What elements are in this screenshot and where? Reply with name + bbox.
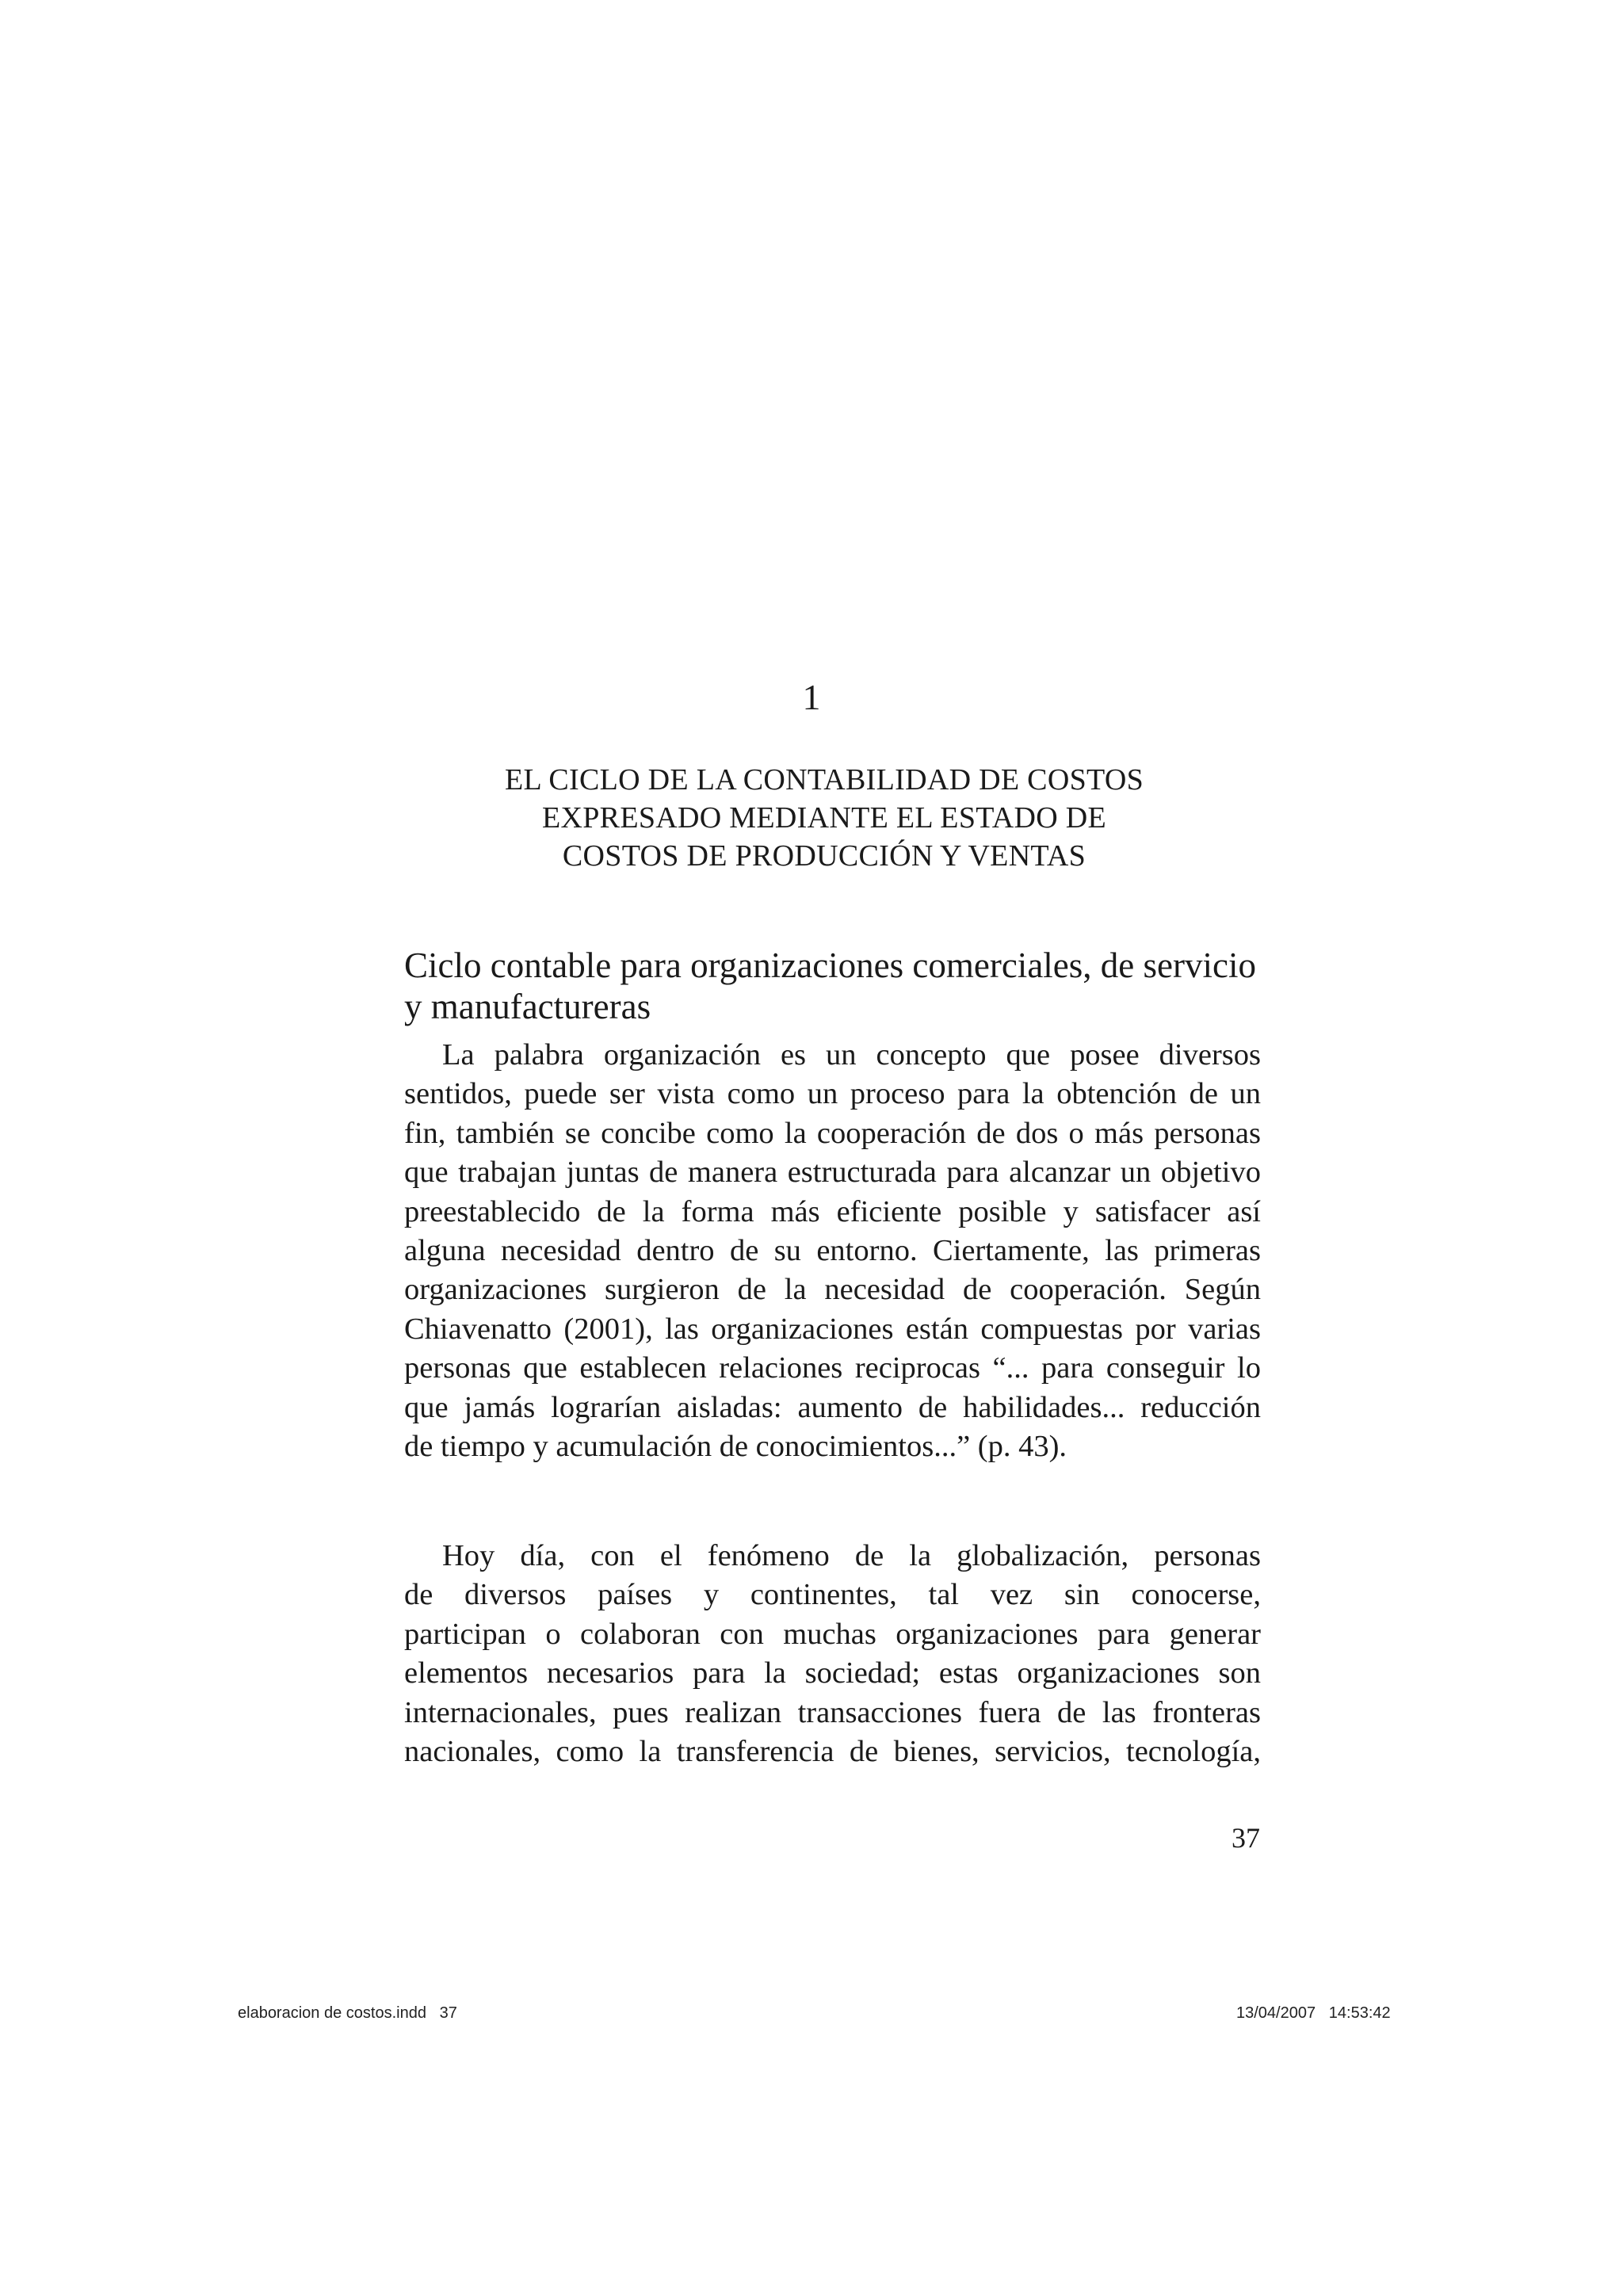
chapter-title-line: EL CICLO DE LA CONTABILIDAD DE COSTOS	[504, 763, 1144, 797]
paragraph-line: preestablecido de la forma más eficiente posible y satisfacer así	[404, 1194, 1261, 1228]
paragraph-1	[404, 1036, 1261, 1466]
section-heading-line: Ciclo contable para organizaciones comerciales, de servicio	[404, 946, 1256, 985]
paragraph-line: organizaciones surgieron de la necesidad de cooperación. Según	[404, 1273, 1261, 1307]
section-heading	[404, 945, 1260, 1027]
paragraph-line: participan o colaboran con muchas organizaciones para generar	[404, 1617, 1261, 1651]
paragraph-line: elementos necesarios para la sociedad; estas organizaciones son	[404, 1656, 1261, 1690]
footer-file-info: elaboracion de costos.indd 37	[238, 2004, 457, 2022]
chapter-title-line: COSTOS DE PRODUCCIÓN Y VENTAS	[562, 839, 1086, 873]
footer-timestamp: 13/04/2007 14:53:42	[1236, 2004, 1391, 2022]
chapter-title-line: EXPRESADO MEDIANTE EL ESTADO DE	[541, 801, 1107, 835]
paragraph-line: que trabajan juntas de manera estructurada para alcanzar un objetivo	[404, 1156, 1261, 1190]
paragraph-2	[404, 1537, 1261, 1771]
paragraph-line: La palabra organización es un concepto que posee diversos	[442, 1038, 1261, 1072]
chapter-number: 1	[802, 677, 821, 717]
page-number: 37	[1232, 1822, 1260, 1854]
paragraph-line: nacionales, como la transferencia de bienes, servicios, tecnología,	[404, 1735, 1261, 1769]
section-heading-line: y manufactureras	[404, 987, 651, 1026]
chapter-title	[444, 761, 1205, 875]
paragraph-line: alguna necesidad dentro de su entorno. Ciertamente, las primeras	[404, 1234, 1261, 1268]
paragraph-line: Chiavenatto (2001), las organizaciones están compuestas por varias	[404, 1312, 1261, 1346]
paragraph-line: sentidos, puede ser vista como un proceso para la obtención de un	[404, 1077, 1261, 1111]
paragraph-line: fin, también se concibe como la cooperación de dos o más personas	[404, 1116, 1261, 1150]
paragraph-line: personas que establecen relaciones reciprocas “... para conseguir lo	[404, 1351, 1261, 1385]
paragraph-line: internacionales, pues realizan transacciones fuera de las fronteras	[404, 1695, 1261, 1729]
paragraph-line: Hoy día, con el fenómeno de la globalización, personas	[442, 1539, 1261, 1572]
paragraph-line: de tiempo y acumulación de conocimientos...” (p. 43).	[404, 1430, 1067, 1464]
paragraph-line: que jamás lograrían aisladas: aumento de habilidades... reducción	[404, 1390, 1261, 1424]
paragraph-line: de diversos países y continentes, tal vez sin conocerse,	[404, 1578, 1261, 1612]
